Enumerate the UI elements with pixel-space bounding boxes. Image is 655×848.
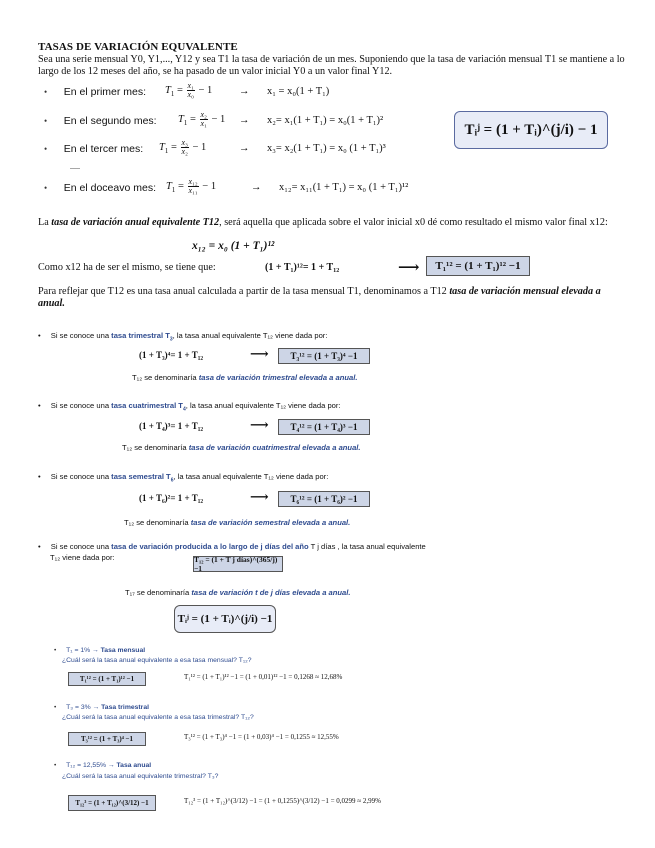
case-box — [278, 491, 370, 507]
case-denomination — [124, 518, 350, 527]
case-jdias-line2: T₁₂ viene dada por: — [50, 553, 115, 562]
example-given: T₃ = 3% — [66, 704, 91, 711]
denom-pre: T₁₂ se denominaría — [124, 518, 191, 527]
example-question: ¿Cuál será la tasa anual equivalente a esa tasa trimestral? T₁₂? — [62, 714, 254, 721]
example-arrow: → — [92, 647, 99, 654]
case-box — [193, 556, 283, 572]
case-box — [278, 348, 370, 364]
denom-term: tasa de variación t de j días elevada a anual. — [191, 588, 351, 597]
month-rhs: x₁ = x₀(1 + T₁) — [267, 86, 330, 97]
mid-formula-box — [174, 605, 276, 633]
case-denomination — [125, 588, 351, 597]
example-2-header — [54, 704, 149, 711]
example-box-formula: T₁₂³ = (1 + T₁₂)^(3/12) −1 — [75, 799, 149, 807]
bullet: • — [38, 542, 41, 551]
long-arrow: ⟶ — [250, 417, 269, 432]
long-arrow: ⟶ — [250, 346, 269, 361]
example-given: T₁₂ = 12,55% — [66, 762, 107, 769]
case-box-formula: T₆¹² = (1 + T₆)² −1 — [290, 494, 358, 504]
case-pre: Si se conoce una — [50, 472, 112, 481]
month-lhs: $T_1$ = $\frac{\text{x₃}}{\text{x₂}}$ − 1 — [159, 138, 207, 156]
case-box-formula: T₄¹² = (1 + T₄)³ −1 — [290, 422, 358, 432]
page-title: TASAS DE VARIACIÓN EQUVALENTE — [38, 41, 238, 53]
bullet: • — [44, 87, 48, 97]
annual-def-pre: La — [38, 217, 52, 228]
example-arrow: → — [92, 704, 100, 711]
month-arrow: → — [239, 115, 250, 126]
case-semestral — [38, 472, 328, 484]
denom-term: tasa de variación semestral elevada a anual. — [190, 518, 351, 527]
como-box-formula: T₁¹² = (1 + T₁)¹² −1 — [435, 260, 521, 272]
example-box — [68, 732, 146, 746]
case-pre: Si se conoce una — [50, 401, 112, 410]
example-calc: T₁¹² = (1 + T₁)¹² −1 = (1 + 0,01)¹² −1 = 0,1268 ≈ 12,68% — [184, 673, 343, 681]
long-arrow: ⟶ — [398, 260, 420, 276]
bullet: • — [54, 704, 57, 711]
long-arrow: ⟶ — [250, 489, 269, 504]
intro-paragraph: Sea una serie mensual Y0, Y1,..., Y12 y sea T1 la tasa de variación de un mes. Suponiendo que la tasa de variación mensual T1 se mantiene a lo largo de los 12 meses del año, se ha pasado de un valor inicial Y0 a un valor final Y12. — [38, 54, 625, 77]
bullet: • — [54, 762, 57, 769]
case-post: , la tasa anual equivalente T₁₂ viene dada por: — [173, 472, 329, 481]
annual-definition — [38, 217, 628, 229]
case-kind: tasa trimestral T — [111, 331, 170, 340]
example-box-formula: T₁¹² = (1 + T₁)¹² −1 — [79, 675, 135, 683]
case-eq: (1 + T₆)²= 1 + T₁₂ — [139, 493, 204, 503]
case-post: T j días , la tasa anual equivalente — [308, 542, 426, 551]
example-box — [68, 795, 156, 811]
case-denomination — [132, 373, 357, 382]
bullet: • — [44, 183, 48, 193]
example-1-header — [54, 647, 145, 654]
bullet: • — [38, 401, 41, 410]
case-jdias — [38, 542, 426, 551]
annual-def-post: , será aquella que aplicada sobre el valor inicial x0 dé como resultado el mismo valor final x12: — [219, 217, 608, 228]
month-lhs: $T_1$ = $\frac{\text{x₁₂}}{\text{x₁₁}}$ − 1 — [166, 177, 217, 195]
month-label: En el primer mes: — [63, 86, 147, 98]
case-eq: (1 + T₃)⁴= 1 + T₁₂ — [139, 350, 204, 360]
case-sub: 4 — [182, 406, 186, 413]
case-box-formula: T₃¹² = (1 + T₃)⁴ −1 — [290, 351, 358, 361]
bullet: • — [38, 472, 41, 481]
case-pre: Si se conoce una — [50, 542, 112, 551]
case-eq: (1 + T₄)³= 1 + T₁₂ — [139, 421, 204, 431]
annual-def-bold: tasa de variación anual equivalente T12 — [51, 217, 220, 228]
bullet: • — [54, 647, 57, 654]
denom-term: tasa de variación cuatrimestral elevada a anual. — [188, 443, 361, 452]
reflejar-pre: Para reflejar que T12 es una tasa anual calculada a partir de la tasa mensual T1, denominamos a T12 — [38, 286, 450, 297]
denom-pre: T₁₂ se denominaría — [122, 443, 189, 452]
general-formula: Tᵢʲ = (1 + Tᵢ)^(j/i) − 1 — [464, 121, 598, 138]
reflejar-paragraph — [38, 286, 628, 310]
bullet: • — [38, 331, 41, 340]
month-arrow: → — [251, 182, 262, 193]
example-kind: Tasa trimestral — [101, 704, 149, 711]
month-rhs: x₃= x₂(1 + T₁) = x₀ (1 + T₁)³ — [267, 143, 386, 154]
example-box-formula: T₃¹² = (1 + T₃)⁴ −1 — [80, 735, 134, 743]
case-sub: 6 — [170, 477, 174, 484]
month-row-12 — [44, 182, 156, 194]
example-arrow: → — [107, 762, 115, 769]
month-label: En el doceavo mes: — [63, 182, 156, 194]
month-rhs: x₁₂= x₁₁(1 + T₁) = x₀ (1 + T₁)¹² — [279, 182, 409, 193]
x12-formula: x₁₂ = x₀ (1 + T₁)¹² — [192, 240, 275, 252]
case-cuatrimestral — [38, 401, 341, 413]
general-formula-box — [454, 111, 608, 149]
denom-pre: T₁₇ se denominaría — [125, 588, 192, 597]
denom-pre: T₁₂ se denominaría — [132, 373, 199, 382]
como-box — [426, 256, 530, 276]
month-lhs: $T_1$ = $\frac{\text{x₁}}{\text{x₀}}$ − 1 — [165, 81, 213, 99]
example-3-header — [54, 762, 151, 769]
case-kind: tasa cuatrimestral T — [111, 401, 183, 410]
case-post: , la tasa anual equivalente T₁₂ viene dada por: — [172, 331, 328, 340]
como-text: Como x12 ha de ser el mismo, se tiene que: — [38, 262, 216, 273]
case-trimestral — [38, 331, 327, 343]
example-box — [68, 672, 146, 686]
example-kind: Tasa anual — [116, 762, 152, 769]
example-kind: Tasa mensual — [100, 647, 146, 654]
month-row-1 — [44, 86, 146, 98]
denom-term: tasa de variación trimestral elevada a anual. — [198, 373, 358, 382]
example-question: ¿Cuál será la tasa anual equivalente a esa tasa mensual? T₁₂? — [62, 657, 252, 664]
case-denomination — [122, 443, 361, 452]
ellipsis: ..... — [70, 162, 80, 171]
case-kind: tasa de variación producida a lo largo de j días del año — [111, 542, 309, 551]
month-rhs: x₂= x₁(1 + T₁) = x₀(1 + T₁)² — [267, 115, 384, 126]
case-post: , la tasa anual equivalente T₁₂ viene dada por: — [185, 401, 341, 410]
example-calc: T₁₂³ = (1 + T₁₂)^(3/12) −1 = (1 + 0,1255)^(3/12) −1 = 0,0299 ≈ 2,99% — [184, 797, 381, 805]
month-label: En el segundo mes: — [63, 115, 157, 127]
case-box-formula: T₁₂ = (1 + T j días)^(365/j) −1 — [194, 555, 278, 573]
month-arrow: → — [239, 143, 250, 154]
case-sub: 3 — [169, 336, 173, 343]
como-equation: (1 + T₁)¹²= 1 + T₁₂ — [265, 262, 340, 273]
example-calc: T₃¹² = (1 + T₃)⁴ −1 = (1 + 0,03)⁴ −1 = 0,1255 ≈ 12,55% — [184, 733, 339, 741]
case-kind: tasa semestral T — [111, 472, 171, 481]
reflejar-bold: tasa de variación mensual elevada a anual. — [38, 286, 601, 309]
example-question: ¿Cuál será la tasa anual equivalente trimestral? T₃? — [62, 773, 219, 780]
case-box — [278, 419, 370, 435]
month-label: En el tercer mes: — [63, 143, 144, 155]
example-given: T₁ = 1% — [66, 647, 91, 654]
case-pre: Si se conoce una — [50, 331, 112, 340]
month-arrow: → — [239, 86, 250, 97]
bullet: • — [44, 144, 48, 154]
mid-formula: Tᵢʲ = (1 + Tᵢ)^(j/i) −1 — [177, 613, 273, 625]
month-row-3 — [44, 143, 143, 155]
bullet: • — [44, 116, 48, 126]
month-lhs: $T_1$ = $\frac{\text{x₂}}{\text{x₁}}$ − 1 — [178, 110, 226, 128]
month-row-2 — [44, 115, 157, 127]
